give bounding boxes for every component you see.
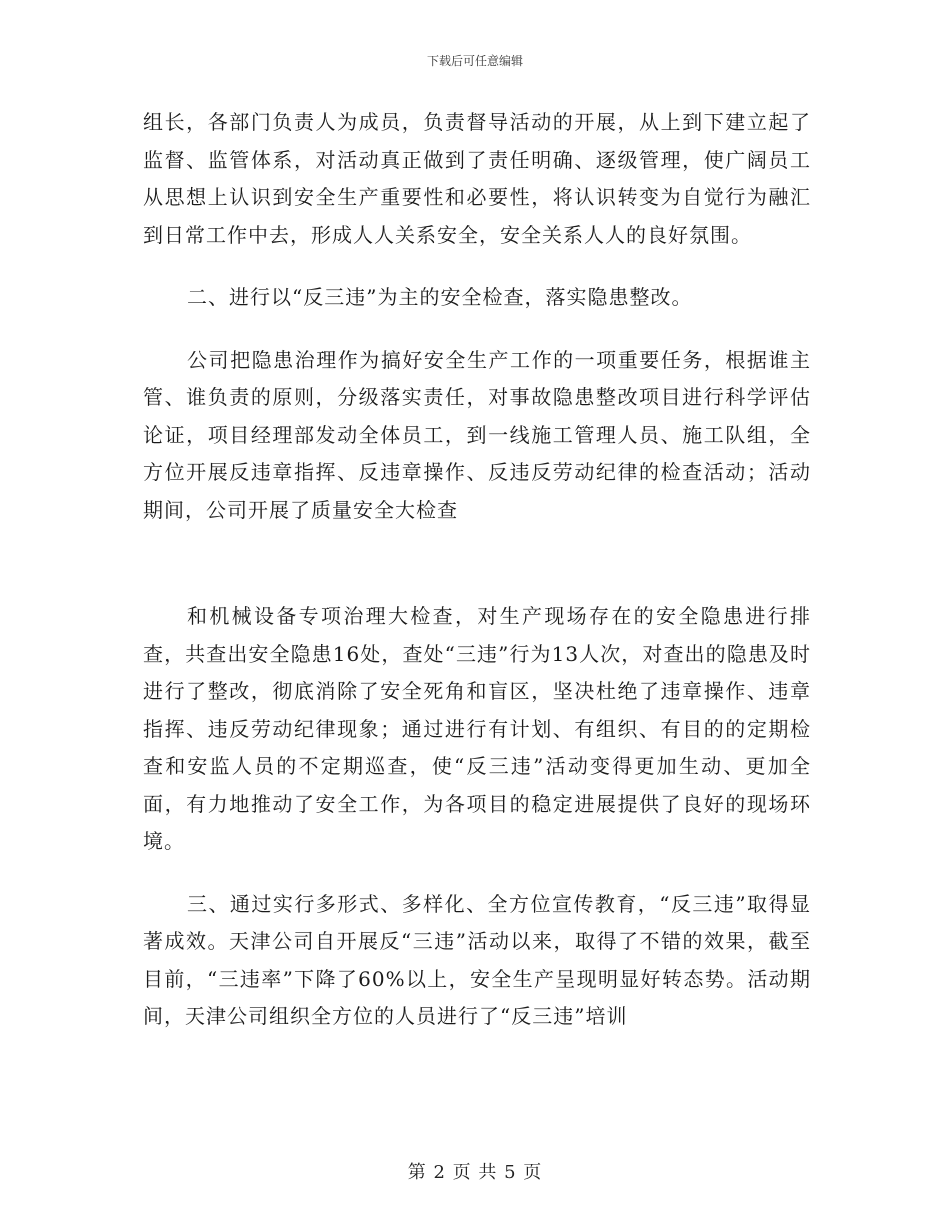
paragraph-hazard-management: 公司把隐患治理作为搞好安全生产工作的一项重要任务，根据谁主管、谁负责的原则，分级落实责任，对事故隐患整改项目进行科学评估论证，项目经理部发动全体员工，到一线施工管理人员、施工队组，全方位开展反违章指挥、反违章操作、反违反劳动纪律的检查活动；活动期间，公司开展了质量安全大检查 bbox=[143, 347, 811, 522]
paragraph-continuation: 组长，各部门负责人为成员，负责督导活动的开展，从上到下建立起了监督、监管体系，对活动真正做到了责任明确、逐级管理，使广阔员工从思想上认识到安全生产重要性和必要性，将认识转变为自觉行为融汇到日常工作中去，形成人人关系安全，安全关系人人的良好氛围。 bbox=[143, 110, 811, 247]
header-note: 下载后可任意编辑 bbox=[426, 54, 523, 68]
section-heading-three-paragraph: 三、通过实行多形式、多样化、全方位宣传教育，“反三违”取得显著成效。天津公司自开展反“三违”活动以来，取得了不错的效果，截至目前，“三违率”下降了60%以上，安全生产呈现明显好转态势。活动期间，天津公司组织全方位的人员进行了“反三违”培训 bbox=[143, 891, 811, 1028]
paragraph-inspection-results: 和机械设备专项治理大检查，对生产现场存在的安全隐患进行排查，共查出安全隐患16处，查处“三违”行为13人次，对查出的隐患及时进行了整改，彻底消除了安全死角和盲区，坚决杜绝了违章操作、违章指挥、违反劳动纪律现象；通过进行有计划、有组织、有目的的定期检查和安监人员的不定期巡查，使“反三违”活动变得更加生动、更加全面，有力地推动了安全工作，为各项目的稳定进展提供了良好的现场环境。 bbox=[143, 604, 811, 853]
page-number: 第 2 页 共 5 页 bbox=[407, 1162, 543, 1183]
document-body bbox=[143, 104, 811, 1036]
section-heading-two: 二、进行以“反三违”为主的安全检查，落实隐患整改。 bbox=[187, 285, 693, 309]
